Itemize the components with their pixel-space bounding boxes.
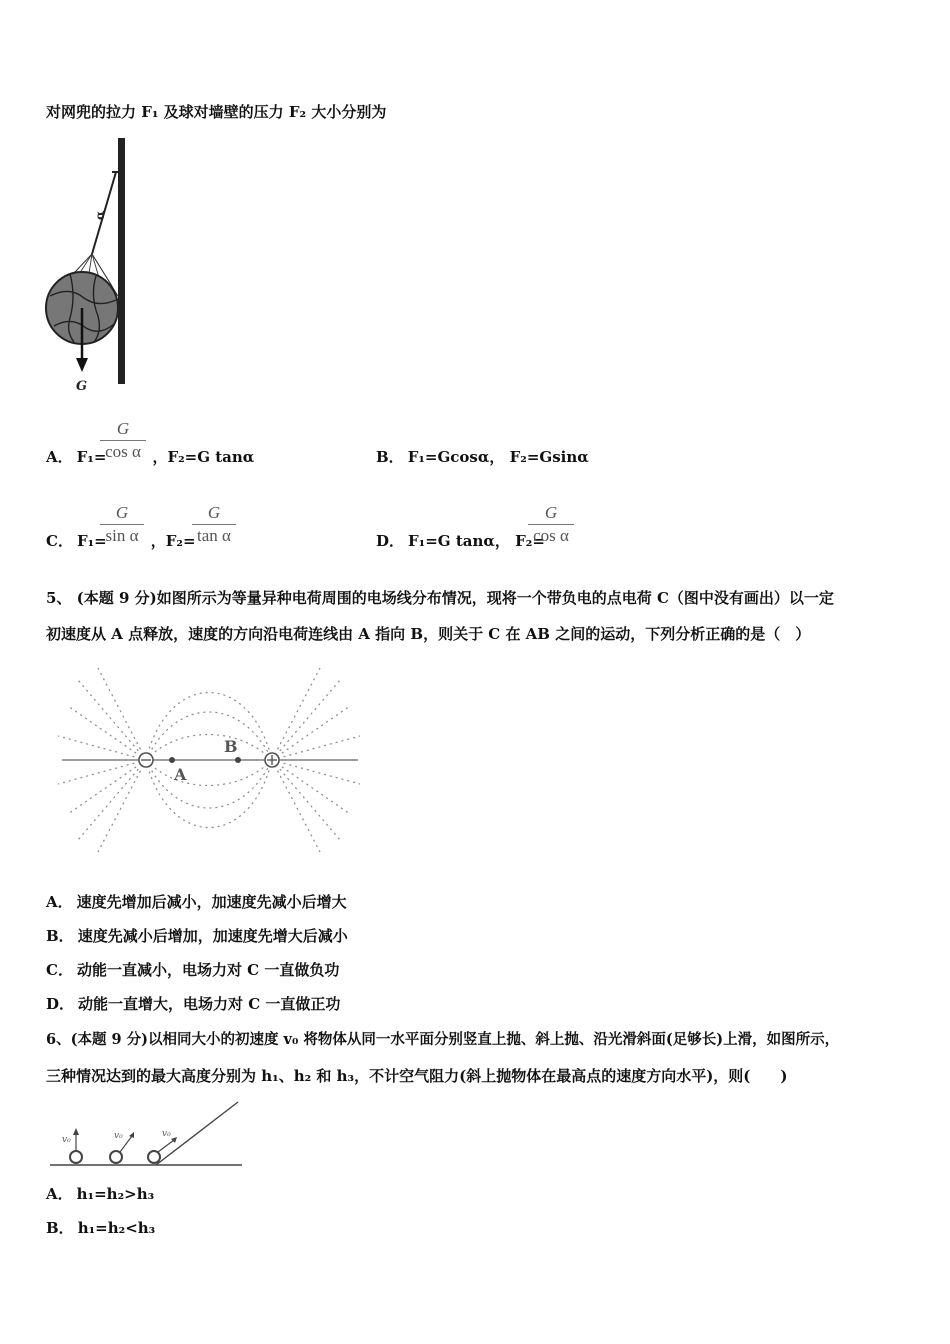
q6-text-line1: 6、(本题 9 分)以相同大小的初速度 v₀ 将物体从同一水平面分别竖直上抛、斜上抛、沿光滑斜面(足够长)上滑，如图所示， <box>46 1031 840 1048</box>
wall <box>118 138 125 384</box>
fraction-c2: G tan α <box>192 502 236 547</box>
figure-electric-field <box>58 666 368 856</box>
q6-option-a[interactable]: A． h₁=h₂>h₃ <box>46 1185 155 1203</box>
alpha-label: α <box>93 210 107 220</box>
label-b: B <box>224 737 238 756</box>
q6-text-line2: 三种情况达到的最大高度分别为 h₁、h₂ 和 h₃，不计空气阻力(斜上抛物体在最高点的速度方向水平)，则( ) <box>46 1067 788 1085</box>
point-a <box>169 757 175 763</box>
q5-option-a[interactable]: A． 速度先增加后减小，加速度先减小后增大 <box>46 893 347 911</box>
q4-option-c[interactable]: C． F₁= ，F₂= <box>46 532 196 550</box>
q5-option-d[interactable]: D． 动能一直增大，电场力对 C 一直做正功 <box>46 995 341 1013</box>
q4-option-d[interactable]: D． F₁=G tanα， F₂= <box>376 532 545 550</box>
label-a: A <box>174 765 187 784</box>
q5-option-c[interactable]: C． 动能一直减小，电场力对 C 一直做负功 <box>46 961 340 979</box>
q5-option-b[interactable]: B． 速度先减小后增加，加速度先增大后减小 <box>46 927 348 945</box>
svg-text:v₀: v₀ <box>162 1129 171 1139</box>
q6-option-b[interactable]: B． h₁=h₂<h₃ <box>46 1219 156 1237</box>
q5-text-line2: 初速度从 A 点释放，速度的方向沿电荷连线由 A 指向 B，则关于 C 在 AB 之间的运动，下列分析正确的是（ ） <box>46 625 811 643</box>
fraction-d: G cos α <box>528 502 574 547</box>
fraction-c1: G sin α <box>100 502 144 547</box>
q5-text-line1: 5、 (本题 9 分)如图所示为等量异种电荷周围的电场线分布情况，现将一个带负电的点电荷 C（图中没有画出）以一定 <box>46 589 834 607</box>
fraction-a: G cos α <box>100 418 146 463</box>
gravity-label: G <box>76 379 88 394</box>
svg-text:v₀: v₀ <box>114 1131 123 1141</box>
figure-ball-wall <box>40 136 150 396</box>
q4-option-b[interactable]: B． F₁=Gcosα， F₂=Gsinα <box>376 448 589 466</box>
svg-text:v₀: v₀ <box>62 1135 71 1145</box>
question-intro: 对网兜的拉力 F₁ 及球对墙壁的压力 F₂ 大小分别为 <box>46 103 387 121</box>
q4-option-a[interactable]: A． F₁= ，F₂=G tanα <box>46 448 255 466</box>
figure-projectiles <box>46 1100 246 1170</box>
point-b <box>235 757 241 763</box>
